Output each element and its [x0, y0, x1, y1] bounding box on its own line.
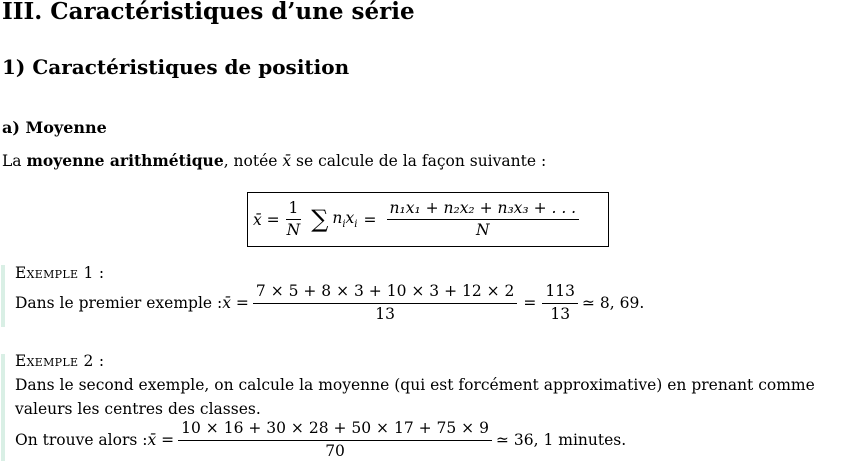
- example2-text3: On trouve alors :: [15, 431, 148, 449]
- mean-formula-box: [247, 192, 609, 247]
- example1-frac-den: 13: [375, 304, 396, 323]
- intro-symbol: x̄: [282, 152, 292, 170]
- example1-text: Dans le premier exemple :: [15, 294, 223, 312]
- example1-frac2-den: 13: [550, 304, 571, 323]
- example1-result: ≃ 8, 69.: [582, 294, 645, 312]
- formula-frac2: [387, 200, 580, 239]
- formula-term: $n_ix_i$: [332, 208, 358, 231]
- example1-frac-num: 7 × 5 + 8 × 3 + 10 × 3 + 12 × 2: [253, 283, 518, 303]
- example1-frac2: [542, 283, 578, 322]
- example2-line2: valeurs les centres des classes.: [15, 400, 261, 418]
- example1-eq: =: [523, 294, 537, 312]
- formula-frac1: [284, 200, 304, 239]
- formula-frac1-num: 1: [286, 200, 302, 220]
- example1-title: Exemple 1 :: [15, 264, 105, 282]
- example1-frac2-num: 113: [542, 283, 578, 303]
- formula-frac2-den: N: [476, 221, 490, 239]
- intro-prefix: La: [2, 152, 27, 170]
- example1-lhs: x̄ =: [222, 294, 249, 312]
- example1-frac: [253, 283, 518, 322]
- subsection-title: 1) Caractéristiques de position: [2, 55, 350, 79]
- example2-frac-den: 70: [325, 441, 345, 460]
- formula-lhs: x̄ =: [253, 210, 280, 229]
- example2-frac-num: 10 × 16 + 30 × 28 + 50 × 17 + 75 × 9: [178, 420, 492, 440]
- example2-sidebar-bar: [1, 354, 5, 461]
- intro-suffix: se calcule de la façon suivante :: [291, 152, 547, 170]
- example1-line: [15, 280, 644, 326]
- example1-sidebar-bar: [1, 265, 5, 327]
- intro-paragraph: [2, 151, 546, 170]
- example2-line3: [15, 417, 626, 463]
- example2-title: Exemple 2 :: [15, 352, 105, 370]
- example2-result: ≃ 36, 1 minutes.: [495, 431, 627, 449]
- section-title: III. Caractéristiques d’une série: [2, 0, 415, 25]
- subsubsection-title: a) Moyenne: [2, 118, 107, 137]
- example2-line1: Dans le second exemple, on calcule la moyenne (qui est forcément approximative) en prenant comme: [15, 376, 815, 394]
- formula-eq: =: [363, 210, 377, 229]
- mean-formula: [253, 195, 583, 244]
- example2-frac: [178, 420, 492, 459]
- intro-bold-term: moyenne arithmétique: [26, 151, 224, 170]
- example2-lhs: x̄ =: [147, 431, 175, 449]
- formula-frac2-num: n₁x₁ + n₂x₂ + n₃x₃ + . . .: [387, 200, 580, 220]
- intro-middle: , notée: [223, 152, 283, 170]
- formula-frac1-den: N: [286, 221, 301, 239]
- sum-symbol: ∑: [311, 204, 329, 233]
